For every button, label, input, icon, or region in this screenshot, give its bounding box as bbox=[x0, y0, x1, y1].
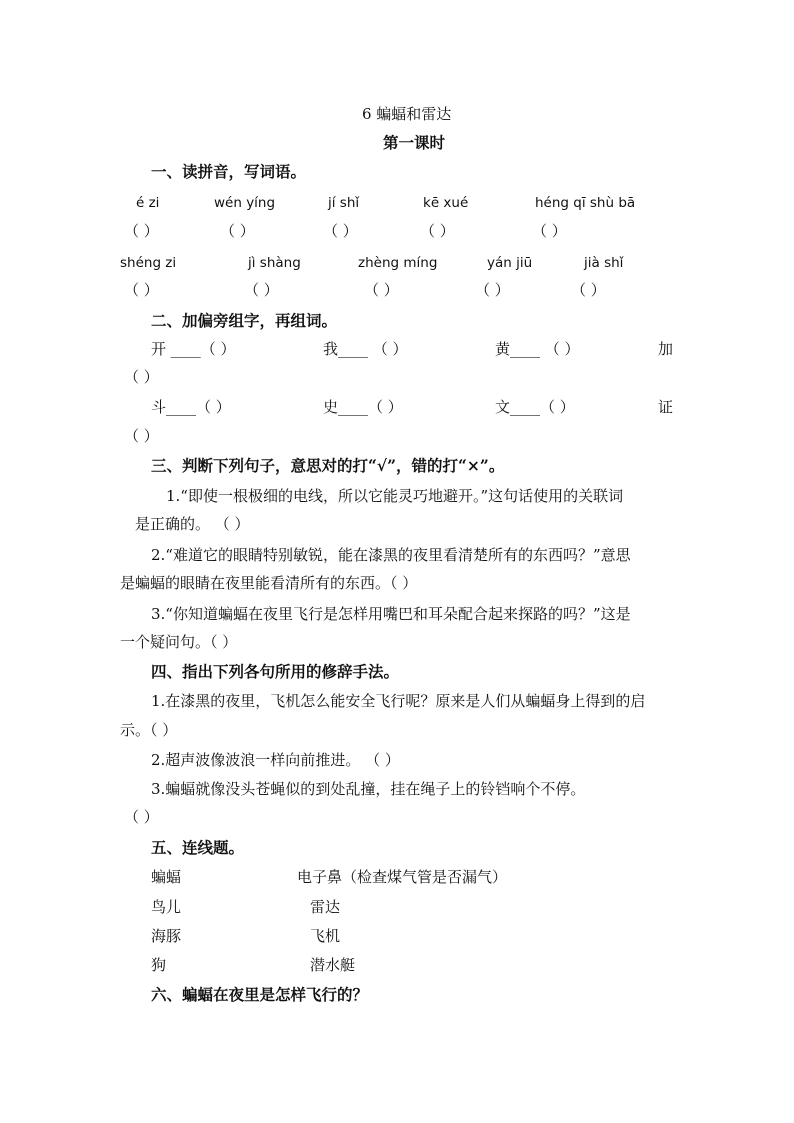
radical-item-wrap: （ ） bbox=[124, 368, 159, 386]
match-right-item: 潜水艇 bbox=[310, 956, 356, 974]
judge-q3-line2: 一个疑问句。（ ） bbox=[120, 633, 238, 651]
answer-bracket: （ ） bbox=[124, 222, 159, 240]
answer-bracket: （ ） bbox=[124, 281, 159, 299]
judge-q1-line2: 是正确的。 （ ） bbox=[135, 515, 250, 533]
section-4-heading: 四、指出下列各句所用的修辞手法。 bbox=[151, 662, 400, 681]
rhetoric-q1-line2: 示。（ ） bbox=[120, 721, 178, 739]
lesson-subtitle: 第一课时 bbox=[383, 133, 446, 152]
answer-bracket: （ ） bbox=[244, 281, 279, 299]
pinyin-2: wén yíng bbox=[214, 195, 276, 211]
answer-bracket: （ ） bbox=[475, 281, 510, 299]
answer-bracket: （ ） bbox=[323, 222, 358, 240]
match-right-item: 电子鼻（检查煤气管是否漏气） bbox=[297, 868, 508, 886]
match-left-item: 蝙蝠 bbox=[151, 868, 182, 886]
section-3-heading: 三、判断下列句子，意思对的打“√”，错的打“×”。 bbox=[151, 456, 505, 475]
answer-bracket: （ ） bbox=[220, 222, 255, 240]
pinyin-7: jì shàng bbox=[248, 255, 301, 271]
radical-item: 文____（ ） bbox=[495, 398, 575, 416]
match-right-item: 雷达 bbox=[310, 898, 341, 916]
judge-q2-line1: 2.“难道它的眼睛特别敏锐，能在漆黑的夜里看清楚所有的东西吗？”意思 bbox=[151, 546, 631, 564]
rhetoric-q1-line1: 1.在漆黑的夜里，飞机怎么能安全飞行呢？原来是人们从蝙蝠身上得到的启 bbox=[151, 692, 646, 710]
radical-item-wrap: （ ） bbox=[124, 427, 159, 445]
radical-item: 证 bbox=[658, 398, 674, 416]
section-6-heading: 六、蝙蝠在夜里是怎样飞行的？ bbox=[151, 985, 369, 1004]
pinyin-6: shéng zi bbox=[120, 255, 177, 271]
radical-item: 我____ （ ） bbox=[323, 340, 408, 358]
match-right-item: 飞机 bbox=[310, 927, 341, 945]
rhetoric-q2: 2.超声波像波浪一样向前推进。 （ ） bbox=[151, 751, 400, 769]
match-left-item: 鸟儿 bbox=[151, 898, 182, 916]
answer-bracket: （ ） bbox=[364, 281, 399, 299]
section-1-heading: 一、读拼音，写词语。 bbox=[151, 162, 307, 181]
rhetoric-q3-line2: （ ） bbox=[124, 808, 159, 826]
judge-q3-line1: 3.“你知道蝙蝠在夜里飞行是怎样用嘴巴和耳朵配合起来探路的吗？”这是 bbox=[151, 605, 631, 623]
lesson-title: 6 蝙蝠和雷达 bbox=[362, 105, 452, 123]
pinyin-8: zhèng míng bbox=[358, 255, 438, 271]
rhetoric-q3-line1: 3.蝙蝠就像没头苍蝇似的到处乱撞，挂在绳子上的铃铛响个不停。 bbox=[151, 780, 586, 798]
pinyin-3: jí shǐ bbox=[328, 195, 360, 211]
answer-bracket: （ ） bbox=[532, 222, 567, 240]
judge-q1-line1: 1.“即使一根极细的电线，所以它能灵巧地避开。”这句话使用的关联词 bbox=[166, 487, 624, 505]
judge-q2-line2: 是蝙蝠的眼睛在夜里能看清所有的东西。（ ） bbox=[120, 574, 418, 592]
pinyin-10: jià shǐ bbox=[584, 255, 624, 271]
radical-item: 加 bbox=[658, 340, 674, 358]
section-5-heading: 五、连线题。 bbox=[151, 838, 245, 857]
pinyin-9: yán jiū bbox=[487, 255, 533, 271]
answer-bracket: （ ） bbox=[571, 281, 606, 299]
section-2-heading: 二、加偏旁组字，再组词。 bbox=[151, 311, 338, 330]
pinyin-5: héng qī shù bā bbox=[535, 195, 636, 211]
match-left-item: 狗 bbox=[151, 956, 167, 974]
radical-item: 黄____ （ ） bbox=[495, 340, 580, 358]
radical-item: 开 ____（ ） bbox=[151, 340, 236, 358]
pinyin-1: é zi bbox=[136, 195, 160, 211]
answer-bracket: （ ） bbox=[420, 222, 455, 240]
pinyin-4: kē xué bbox=[423, 195, 469, 211]
match-left-item: 海豚 bbox=[151, 927, 182, 945]
radical-item: 史____（ ） bbox=[323, 398, 403, 416]
radical-item: 斗____（ ） bbox=[151, 398, 231, 416]
